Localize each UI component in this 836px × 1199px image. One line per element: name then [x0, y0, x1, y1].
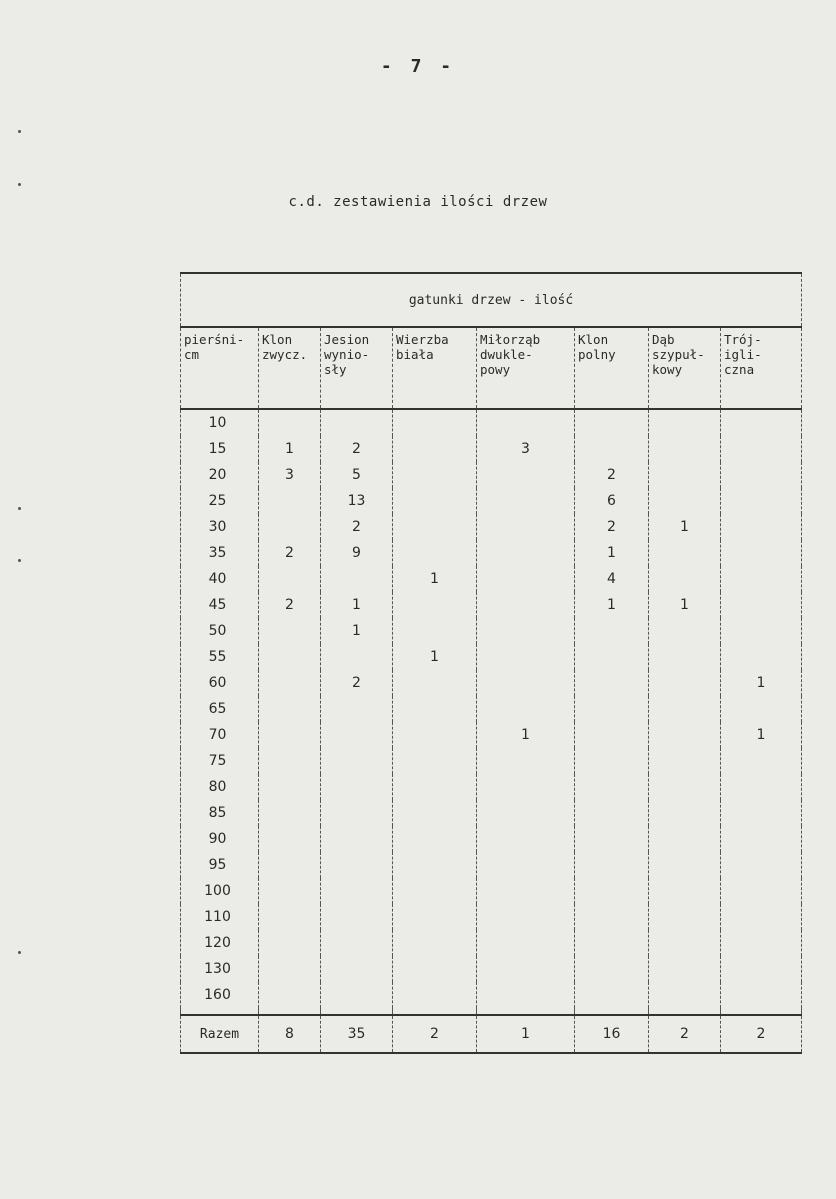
count-cell: 1 [259, 436, 321, 462]
count-cell [721, 904, 802, 930]
count-cell [321, 774, 393, 800]
count-cell [649, 644, 721, 670]
count-cell [721, 748, 802, 774]
count-cell [393, 462, 477, 488]
table-row [181, 878, 802, 904]
count-cell: 6 [575, 488, 649, 514]
count-cell [477, 930, 575, 956]
diameter-cell: 20 [181, 462, 259, 488]
count-cell [477, 696, 575, 722]
count-cell: 9 [321, 540, 393, 566]
total-cell: 2 [649, 1015, 721, 1053]
count-cell [721, 488, 802, 514]
table-row [181, 930, 802, 956]
count-cell [575, 982, 649, 1008]
table-row [181, 826, 802, 852]
count-cell [321, 982, 393, 1008]
count-cell [321, 409, 393, 436]
table-row [181, 566, 802, 592]
count-cell [575, 409, 649, 436]
species-header: gatunki drzew - ilość [181, 273, 802, 327]
count-cell: 2 [321, 436, 393, 462]
count-cell [721, 462, 802, 488]
count-cell [575, 696, 649, 722]
count-cell [477, 566, 575, 592]
count-cell [477, 852, 575, 878]
count-cell [393, 748, 477, 774]
count-cell [393, 696, 477, 722]
count-cell [575, 618, 649, 644]
count-cell [321, 566, 393, 592]
count-cell [259, 852, 321, 878]
count-cell [393, 878, 477, 904]
count-cell [649, 722, 721, 748]
count-cell [721, 696, 802, 722]
count-cell [259, 774, 321, 800]
count-cell [259, 930, 321, 956]
total-cell: 1 [477, 1015, 575, 1053]
total-cell: 2 [393, 1015, 477, 1053]
margin-mark [18, 507, 21, 510]
count-cell [575, 956, 649, 982]
table-row [181, 852, 802, 878]
count-cell: 3 [259, 462, 321, 488]
count-cell [575, 904, 649, 930]
column-header: Klon zwycz. [259, 327, 321, 409]
count-cell [321, 956, 393, 982]
spacer-row [181, 1008, 802, 1015]
count-cell [575, 800, 649, 826]
spacer-cell [649, 1008, 721, 1015]
column-header-row [181, 327, 802, 409]
count-cell [259, 670, 321, 696]
margin-mark [18, 183, 21, 186]
count-cell: 1 [321, 618, 393, 644]
table-row [181, 514, 802, 540]
diameter-cell: 100 [181, 878, 259, 904]
count-cell [575, 852, 649, 878]
page-number: - 7 - [380, 56, 456, 77]
count-cell [477, 982, 575, 1008]
count-cell [259, 748, 321, 774]
count-cell [575, 878, 649, 904]
count-cell [477, 462, 575, 488]
count-cell [477, 514, 575, 540]
count-cell [393, 852, 477, 878]
count-cell: 1 [649, 592, 721, 618]
count-cell [721, 436, 802, 462]
count-cell [721, 930, 802, 956]
table-row [181, 409, 802, 436]
table-body [181, 409, 802, 1053]
count-cell [649, 748, 721, 774]
count-cell [393, 436, 477, 462]
spacer-cell [259, 1008, 321, 1015]
count-cell [649, 618, 721, 644]
count-cell [477, 540, 575, 566]
count-cell [649, 774, 721, 800]
total-cell: 16 [575, 1015, 649, 1053]
count-cell [393, 956, 477, 982]
count-cell: 1 [575, 540, 649, 566]
count-cell [649, 540, 721, 566]
table-row [181, 722, 802, 748]
count-cell: 2 [575, 462, 649, 488]
count-cell [721, 514, 802, 540]
count-cell [649, 956, 721, 982]
count-cell [721, 826, 802, 852]
count-cell [721, 540, 802, 566]
count-cell [259, 722, 321, 748]
count-cell [721, 409, 802, 436]
total-cell: 35 [321, 1015, 393, 1053]
count-cell: 5 [321, 462, 393, 488]
count-cell [575, 722, 649, 748]
count-cell [477, 826, 575, 852]
table-row [181, 618, 802, 644]
count-cell [259, 409, 321, 436]
count-cell [393, 722, 477, 748]
diameter-cell: 75 [181, 748, 259, 774]
count-cell: 2 [575, 514, 649, 540]
table-row [181, 800, 802, 826]
table-row [181, 670, 802, 696]
diameter-cell: 30 [181, 514, 259, 540]
column-header: Miłorząb dwukle- powy [477, 327, 575, 409]
count-cell [477, 800, 575, 826]
diameter-cell: 40 [181, 566, 259, 592]
count-cell [321, 800, 393, 826]
count-cell [477, 670, 575, 696]
count-cell [321, 644, 393, 670]
diameter-cell: 160 [181, 982, 259, 1008]
count-cell [321, 826, 393, 852]
count-cell [393, 982, 477, 1008]
count-cell [321, 930, 393, 956]
table-row [181, 540, 802, 566]
count-cell [721, 644, 802, 670]
diameter-cell: 50 [181, 618, 259, 644]
count-cell [721, 956, 802, 982]
diameter-cell: 85 [181, 800, 259, 826]
count-cell [649, 930, 721, 956]
count-cell: 2 [321, 514, 393, 540]
column-header: Wierzba biała [393, 327, 477, 409]
count-cell [649, 462, 721, 488]
count-cell: 1 [649, 514, 721, 540]
count-cell [393, 618, 477, 644]
table-row [181, 436, 802, 462]
count-cell [477, 488, 575, 514]
count-cell [575, 670, 649, 696]
count-cell [721, 982, 802, 1008]
table-row [181, 904, 802, 930]
count-cell [259, 982, 321, 1008]
count-cell [393, 540, 477, 566]
count-cell: 2 [259, 540, 321, 566]
document-title: c.d. zestawienia ilości drzew [288, 194, 548, 210]
diameter-cell: 70 [181, 722, 259, 748]
count-cell [259, 800, 321, 826]
count-cell [649, 800, 721, 826]
tree-count-table-wrapper [180, 272, 801, 1054]
column-header: Trój- igli- czna [721, 327, 802, 409]
spacer-cell [321, 1008, 393, 1015]
count-cell [649, 826, 721, 852]
count-cell [721, 774, 802, 800]
margin-mark [18, 130, 21, 133]
margin-mark [18, 559, 21, 562]
count-cell [477, 774, 575, 800]
column-header: Klon polny [575, 327, 649, 409]
count-cell [477, 592, 575, 618]
tree-count-table [180, 272, 802, 1054]
table-row [181, 956, 802, 982]
table-row [181, 592, 802, 618]
diameter-cell: 60 [181, 670, 259, 696]
count-cell [477, 618, 575, 644]
count-cell [575, 826, 649, 852]
count-cell: 1 [393, 566, 477, 592]
count-cell [721, 878, 802, 904]
count-cell [393, 514, 477, 540]
count-cell: 1 [321, 592, 393, 618]
count-cell [649, 488, 721, 514]
diameter-cell: 25 [181, 488, 259, 514]
count-cell [259, 696, 321, 722]
diameter-cell: 10 [181, 409, 259, 436]
count-cell [259, 878, 321, 904]
count-cell [649, 436, 721, 462]
column-header: pierśni- cm [181, 327, 259, 409]
count-cell [649, 878, 721, 904]
diameter-cell: 110 [181, 904, 259, 930]
table-row [181, 644, 802, 670]
diameter-cell: 55 [181, 644, 259, 670]
count-cell [321, 748, 393, 774]
diameter-cell: 90 [181, 826, 259, 852]
spacer-cell [181, 1008, 259, 1015]
count-cell [575, 930, 649, 956]
count-cell [477, 644, 575, 670]
count-cell: 1 [393, 644, 477, 670]
count-cell [259, 644, 321, 670]
diameter-cell: 15 [181, 436, 259, 462]
count-cell [649, 852, 721, 878]
count-cell [477, 956, 575, 982]
diameter-cell: 95 [181, 852, 259, 878]
count-cell [393, 930, 477, 956]
count-cell [259, 826, 321, 852]
count-cell [393, 774, 477, 800]
diameter-cell: 120 [181, 930, 259, 956]
table-row [181, 774, 802, 800]
count-cell [259, 904, 321, 930]
spacer-cell [721, 1008, 802, 1015]
totals-label: Razem [181, 1015, 259, 1053]
count-cell [721, 618, 802, 644]
count-cell [477, 748, 575, 774]
count-cell [259, 514, 321, 540]
count-cell [393, 488, 477, 514]
count-cell [721, 592, 802, 618]
count-cell [721, 566, 802, 592]
count-cell [321, 904, 393, 930]
count-cell [477, 878, 575, 904]
spacer-cell [477, 1008, 575, 1015]
count-cell [321, 696, 393, 722]
diameter-cell: 80 [181, 774, 259, 800]
count-cell [649, 904, 721, 930]
margin-mark [18, 951, 21, 954]
count-cell [393, 800, 477, 826]
diameter-cell: 45 [181, 592, 259, 618]
count-cell [575, 748, 649, 774]
count-cell [721, 800, 802, 826]
count-cell [393, 670, 477, 696]
spacer-cell [575, 1008, 649, 1015]
count-cell [649, 696, 721, 722]
count-cell: 1 [477, 722, 575, 748]
count-cell: 2 [259, 592, 321, 618]
table-row [181, 696, 802, 722]
table-row [181, 748, 802, 774]
table-row [181, 488, 802, 514]
count-cell: 1 [575, 592, 649, 618]
diameter-cell: 35 [181, 540, 259, 566]
diameter-cell: 130 [181, 956, 259, 982]
count-cell [575, 644, 649, 670]
count-cell: 1 [721, 670, 802, 696]
count-cell [393, 904, 477, 930]
count-cell [575, 774, 649, 800]
table-row [181, 462, 802, 488]
table-row [181, 982, 802, 1008]
count-cell: 13 [321, 488, 393, 514]
count-cell [649, 982, 721, 1008]
diameter-cell: 65 [181, 696, 259, 722]
count-cell [477, 904, 575, 930]
count-cell: 4 [575, 566, 649, 592]
count-cell [393, 409, 477, 436]
count-cell [477, 409, 575, 436]
count-cell [721, 852, 802, 878]
count-cell [259, 956, 321, 982]
spacer-cell [393, 1008, 477, 1015]
count-cell [259, 488, 321, 514]
count-cell [259, 566, 321, 592]
count-cell [259, 618, 321, 644]
column-header: Jesion wynio- sły [321, 327, 393, 409]
count-cell [649, 566, 721, 592]
count-cell [321, 852, 393, 878]
total-cell: 2 [721, 1015, 802, 1053]
count-cell [393, 826, 477, 852]
count-cell: 1 [721, 722, 802, 748]
totals-row [181, 1015, 802, 1053]
count-cell [649, 409, 721, 436]
count-cell: 2 [321, 670, 393, 696]
total-cell: 8 [259, 1015, 321, 1053]
column-header: Dąb szypuł- kowy [649, 327, 721, 409]
count-cell [321, 722, 393, 748]
count-cell [649, 670, 721, 696]
count-cell [575, 436, 649, 462]
count-cell [321, 878, 393, 904]
count-cell [393, 592, 477, 618]
count-cell: 3 [477, 436, 575, 462]
